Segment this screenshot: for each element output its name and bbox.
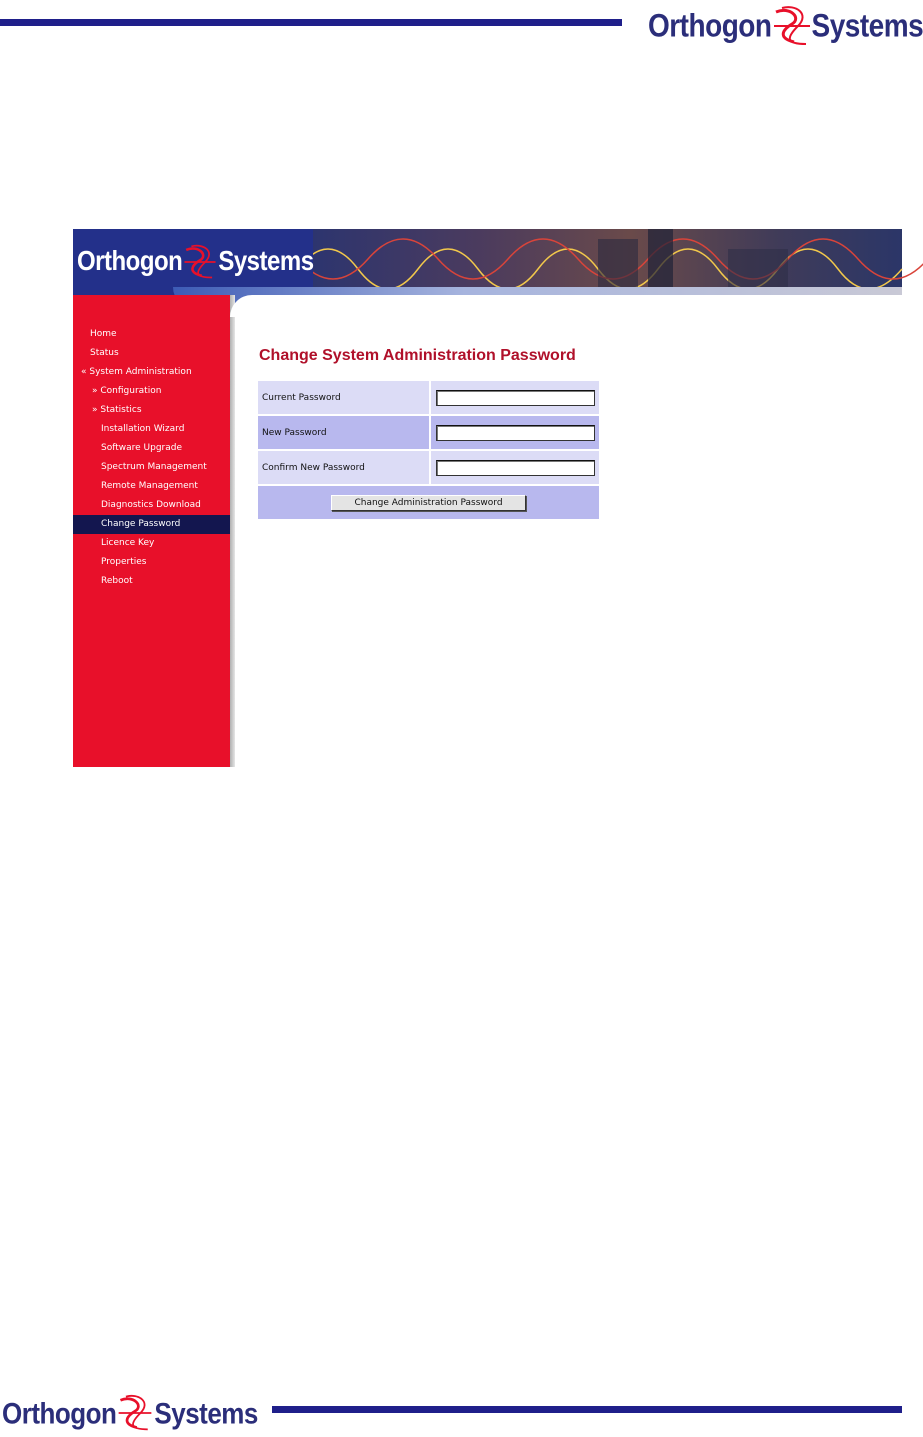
- sidebar-item-home[interactable]: Home: [90, 329, 117, 339]
- new-password-cell: [430, 415, 599, 450]
- sidebar-item-configuration[interactable]: » Configuration: [92, 386, 162, 396]
- form-row-confirm-password: [258, 450, 599, 485]
- new-password-input[interactable]: [436, 425, 595, 441]
- app-logo-word-right: Systems: [218, 245, 314, 277]
- logo-word-right: Systems: [811, 7, 923, 44]
- content-top-curve: [230, 295, 902, 317]
- sidebar-item-diagnostics-download[interactable]: Diagnostics Download: [101, 500, 201, 510]
- sidebar-nav: [73, 325, 230, 591]
- footer-rule: [272, 1406, 902, 1413]
- app-logo-word-left: Orthogon: [77, 245, 183, 277]
- sidebar-item-status[interactable]: Status: [90, 348, 119, 358]
- page-title: Change System Administration Password: [259, 347, 576, 364]
- sidebar-item-statistics[interactable]: » Statistics: [92, 405, 142, 415]
- confirm-password-label: Confirm New Password: [258, 450, 430, 485]
- current-password-cell: [430, 381, 599, 415]
- logo-swirl-icon: [772, 4, 812, 48]
- current-password-label: Current Password: [258, 381, 430, 415]
- sidebar-item-change-password[interactable]: Change Password: [73, 515, 230, 534]
- sidebar-item-installation-wizard[interactable]: Installation Wizard: [101, 424, 185, 434]
- confirm-password-cell: [430, 450, 599, 485]
- sidebar-edge: [230, 295, 235, 767]
- current-password-input[interactable]: [436, 390, 595, 406]
- sidebar-item-spectrum-management[interactable]: Spectrum Management: [101, 462, 207, 472]
- app-logo-swirl-icon: [182, 243, 218, 281]
- sidebar-item-properties[interactable]: Properties: [101, 557, 147, 567]
- main-content: [258, 347, 599, 521]
- confirm-password-input[interactable]: [436, 460, 595, 476]
- new-password-label: New Password: [258, 415, 430, 450]
- form-row-current-password: [258, 381, 599, 415]
- app-screenshot: [73, 229, 902, 767]
- sidebar-item-system-administration[interactable]: « System Administration: [81, 367, 192, 377]
- logo-word-left: Orthogon: [648, 7, 772, 44]
- change-password-button[interactable]: Change Administration Password: [331, 495, 526, 511]
- sidebar-item-reboot[interactable]: Reboot: [101, 576, 133, 586]
- form-row-new-password: [258, 415, 599, 450]
- sidebar-item-software-upgrade[interactable]: Software Upgrade: [101, 443, 183, 453]
- footer-logo-swirl-icon: [116, 1393, 154, 1433]
- footer-logo: [2, 1393, 258, 1433]
- banner-waves-icon: [298, 229, 902, 295]
- form-submit-row: [258, 485, 599, 520]
- sidebar-item-remote-management[interactable]: Remote Management: [101, 481, 198, 491]
- footer-logo-word-left: Orthogon: [2, 1395, 117, 1430]
- submit-cell: [258, 485, 599, 520]
- sidebar-item-licence-key[interactable]: Licence Key: [101, 538, 155, 548]
- footer-logo-word-right: Systems: [154, 1395, 258, 1430]
- app-header: [73, 229, 902, 295]
- password-form: [258, 381, 599, 521]
- header-rule: [0, 19, 622, 26]
- app-logo: [77, 243, 314, 281]
- header-logo: [648, 4, 923, 48]
